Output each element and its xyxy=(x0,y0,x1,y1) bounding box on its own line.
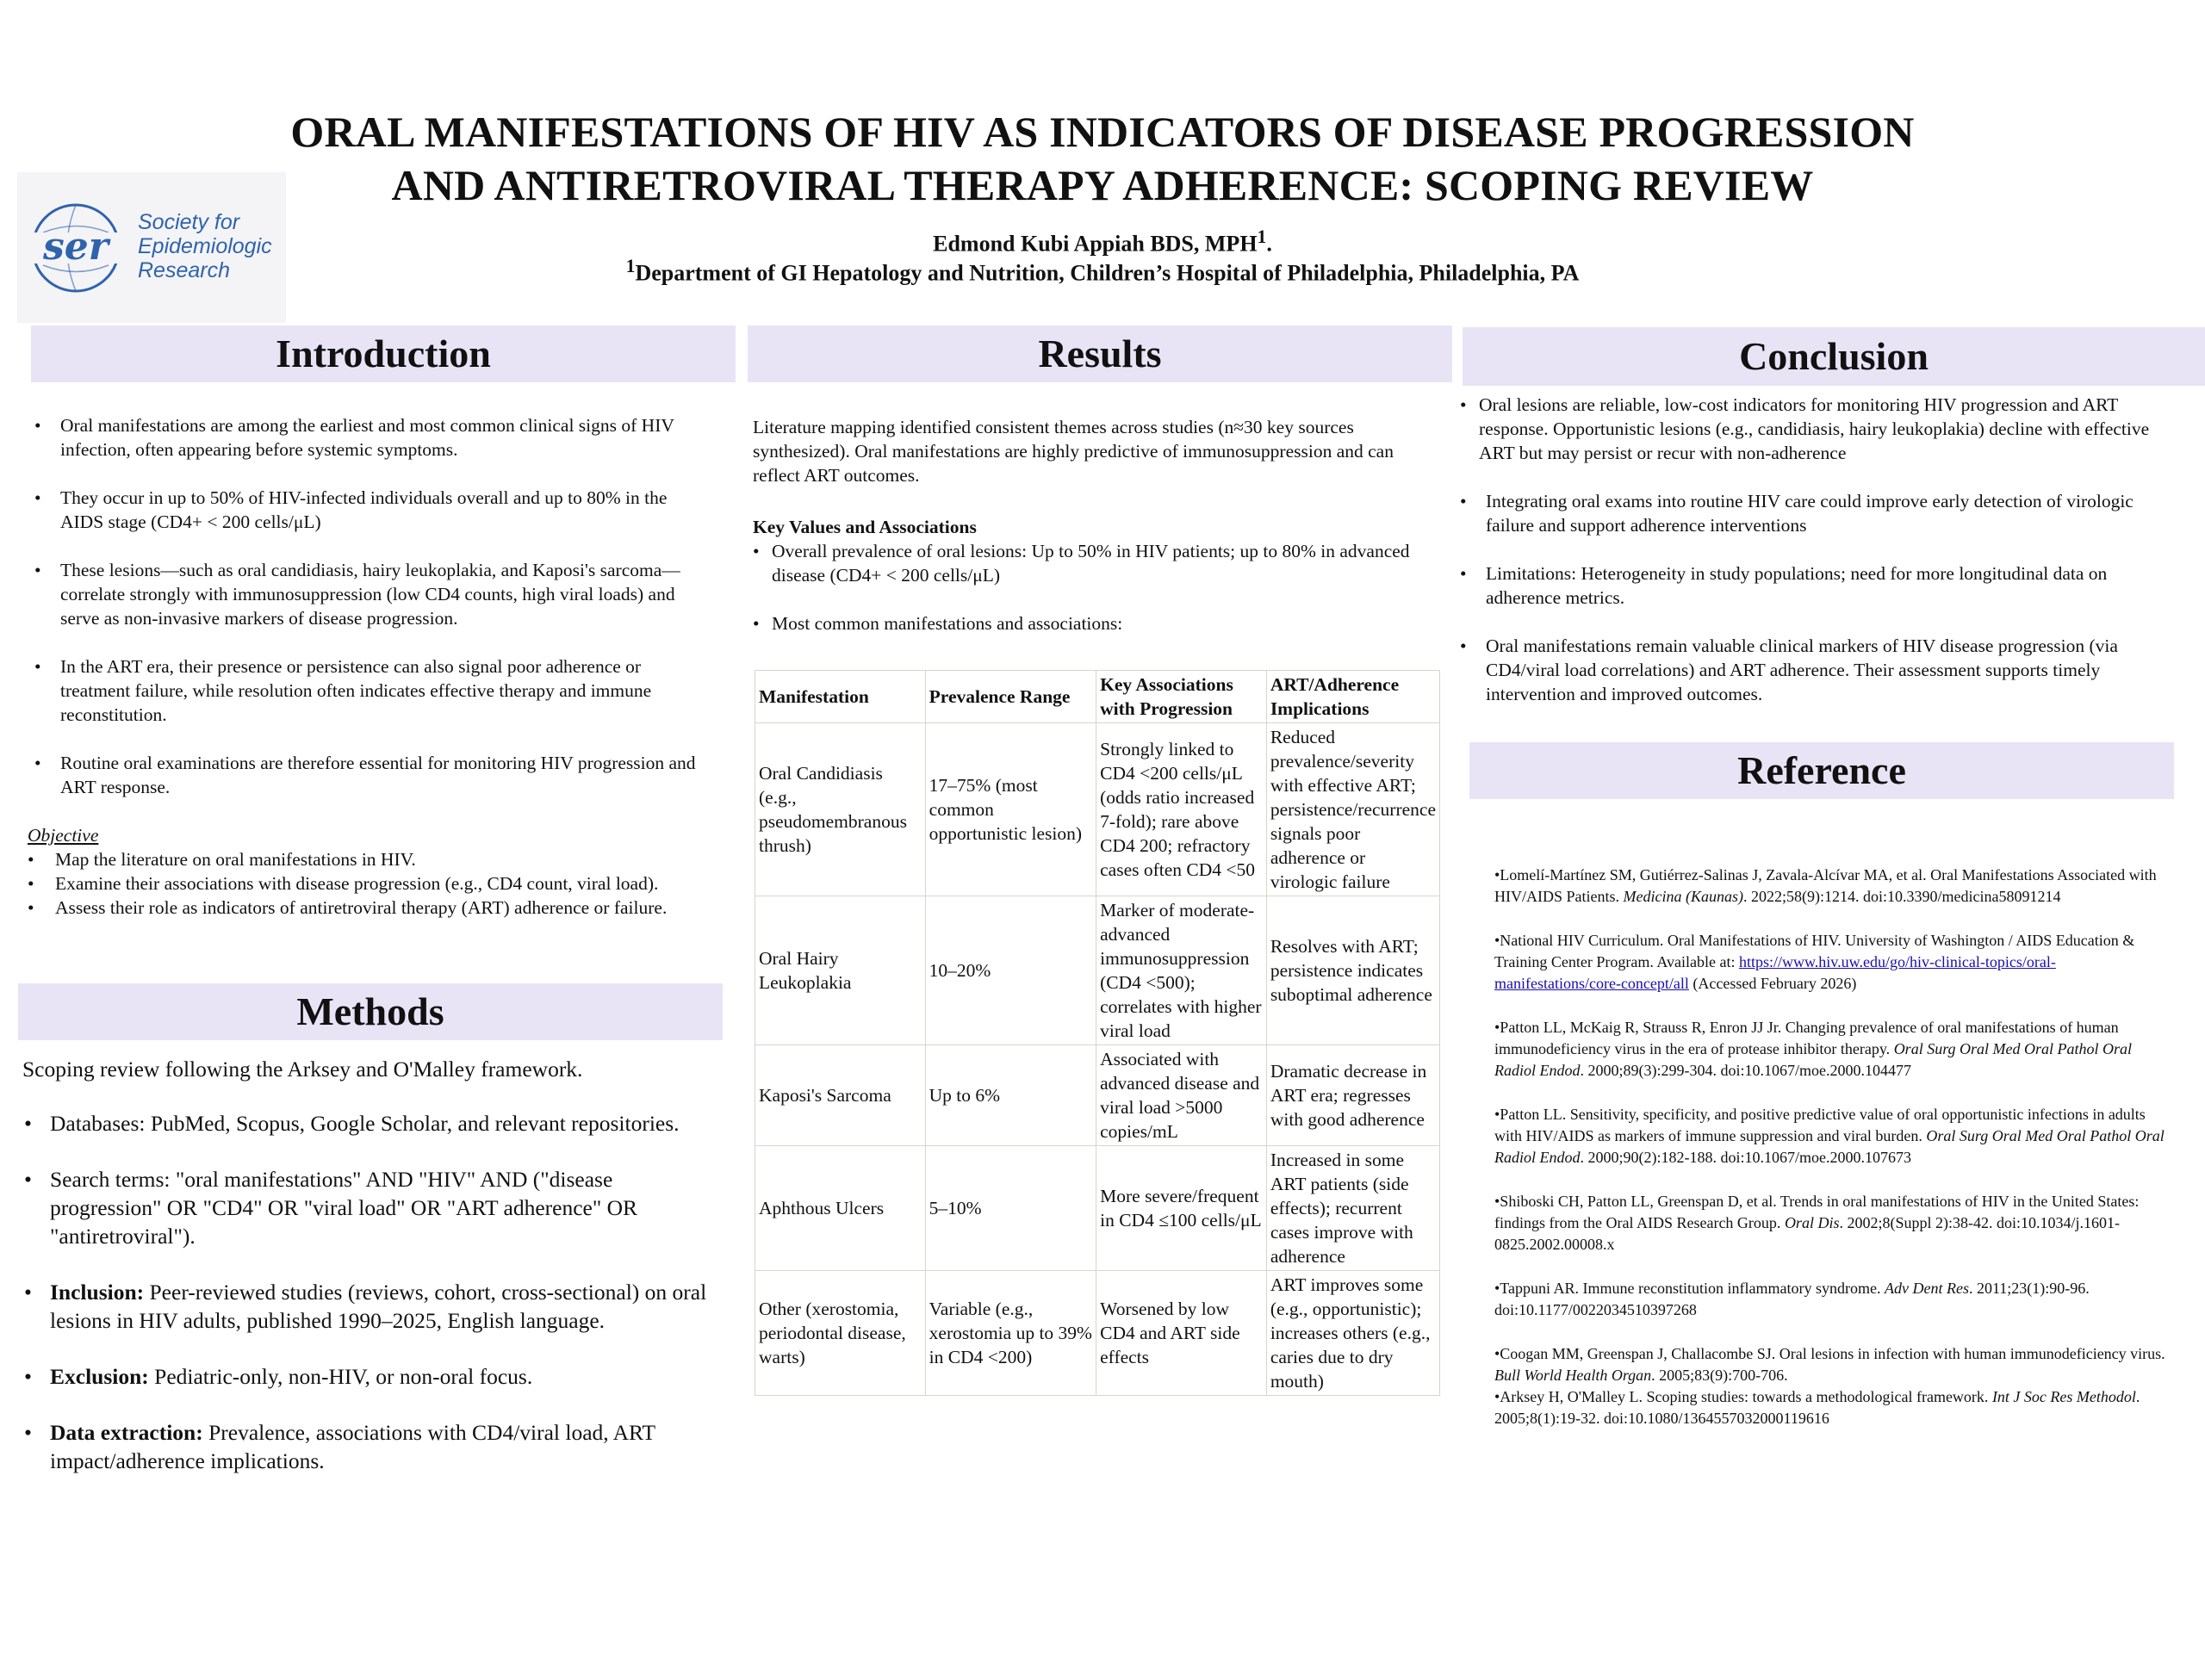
reference-item xyxy=(1494,1386,2166,1429)
table-cell: Variable (e.g., xerostomia up to 39% in CD4 <200) xyxy=(925,1271,1096,1396)
reference-text: (Accessed February 2026) xyxy=(1688,975,1857,992)
objective-bullet: • Assess their role as indicators of antiretroviral therapy (ART) adherence or failure. xyxy=(28,896,708,920)
reference-text: . 2000;89(3):299-304. doi:10.1067/moe.2000.104477 xyxy=(1580,1062,1911,1079)
poster-title xyxy=(258,105,1947,212)
methods-bullet-label: Exclusion: xyxy=(50,1364,149,1389)
author-superscript: 1 xyxy=(1257,226,1267,247)
reference-journal: Oral Surg Oral Med Oral Pathol Oral Radiol Endod xyxy=(1494,1040,2133,1079)
key-values-bullet: • Overall prevalence of oral lesions: Up to 50% in HIV patients; up to 80% in advanced disease (CD4+ < 200 cells/μL) xyxy=(753,539,1433,587)
poster-title-line2: AND ANTIRETROVIRAL THERAPY ADHERENCE: SCOPING REVIEW xyxy=(391,161,1814,209)
objective-bullet: • Map the literature on oral manifestations in HIV. xyxy=(28,847,708,871)
reference-heading: Reference xyxy=(1469,742,2174,799)
logo-mark-text: ser xyxy=(43,225,109,269)
table-cell: Associated with advanced disease and viral load >5000 copies/mL xyxy=(1096,1045,1267,1146)
methods-bullet xyxy=(22,1109,711,1138)
reference-text: •Arksey H, O'Malley L. Scoping studies: towards a methodological framework. xyxy=(1494,1388,1992,1405)
table-cell: Resolves with ART; persistence indicates suboptimal adherence xyxy=(1266,896,1439,1045)
table-cell: Other (xerostomia, periodontal disease, warts) xyxy=(755,1271,926,1396)
table-cell: More severe/frequent in CD4 ≤100 cells/μL xyxy=(1096,1146,1267,1271)
methods-bullet xyxy=(22,1165,711,1250)
reference-link[interactable]: https://www.hiv.uw.edu/go/hiv-clinical-topics/oral-manifestations/core-concept/all xyxy=(1494,953,2056,992)
reference-text: •Patton LL. Sensitivity, specificity, and positive predictive value of oral opportunistic infections in adults with HIV/AIDS as markers of immune suppression and viral burden. xyxy=(1494,1106,2146,1144)
reference-journal: Adv Dent Res xyxy=(1884,1280,1969,1297)
table-cell: Reduced prevalence/severity with effective ART; persistence/recurrence signals poor adherence or virologic failure xyxy=(1266,723,1439,896)
intro-bullet: • These lesions—such as oral candidiasis, hairy leukoplakia, and Kaposi's sarcoma—correlate strongly with immunosuppression (low CD4 counts, high viral loads) and serve as non-invasive markers of disease progression. xyxy=(28,558,708,630)
table-header-cell: Key Associations with Progression xyxy=(1096,671,1267,723)
reference-item xyxy=(1494,1278,2166,1321)
table-cell: Dramatic decrease in ART era; regresses with good adherence xyxy=(1266,1045,1439,1146)
intro-bullet: • Routine oral examinations are therefore essential for monitoring HIV progression and ART response. xyxy=(28,751,708,799)
methods-bullet-text: Pediatric-only, non-HIV, or non-oral focus. xyxy=(148,1364,533,1389)
intro-bullet: • Oral manifestations are among the earliest and most common clinical signs of HIV infection, often appearing before systemic symptoms. xyxy=(28,413,708,462)
table-row xyxy=(755,1271,1440,1396)
methods-bullet-text: Search terms: "oral manifestations" AND "HIV" AND ("disease progression" OR "CD4" OR "viral load" OR "ART adherence" OR "antiretroviral"). xyxy=(50,1167,638,1249)
intro-bullet: • They occur in up to 50% of HIV-infected individuals overall and up to 80% in the AIDS stage (CD4+ < 200 cells/μL) xyxy=(28,486,708,534)
objective-heading: Objective xyxy=(28,825,99,846)
conclusion-heading: Conclusion xyxy=(1463,327,2205,386)
reference-list xyxy=(1494,865,2166,1452)
conclusion-bullet: • Oral manifestations remain valuable clinical markers of HIV disease progression (via CD4/viral load correlations) and ART adherence. Their assessment supports timely intervention and improved outcomes. xyxy=(1458,634,2173,706)
logo-line-1: Society for xyxy=(138,210,240,234)
introduction-body xyxy=(28,413,708,920)
methods-bullet-text: Peer-reviewed studies (reviews, cohort, cross-sectional) on oral lesions in HIV adults, published 1990–2025, English language. xyxy=(50,1280,707,1333)
affiliation-line xyxy=(258,256,1947,287)
table-cell: Kaposi's Sarcoma xyxy=(755,1045,926,1146)
reference-text: •Patton LL, McKaig R, Strauss R, Enron JJ Jr. Changing prevalence of oral manifestations of human immunodeficiency virus in the era of protease inhibitor therapy. xyxy=(1494,1019,2119,1057)
reference-text: . 2002;8(Suppl 2):38-42. doi:10.1034/j.1601-0825.2002.00008.x xyxy=(1494,1214,2120,1253)
table-cell: 10–20% xyxy=(925,896,1096,1045)
reference-text: . 2011;23(1):90-96. doi:10.1177/0022034510397268 xyxy=(1494,1280,2090,1318)
methods-bullet-label: Data extraction: xyxy=(50,1420,203,1445)
introduction-heading: Introduction xyxy=(31,325,736,382)
reference-item xyxy=(1494,865,2166,908)
reference-item xyxy=(1494,1104,2166,1169)
table-row xyxy=(755,896,1440,1045)
conclusion-bullet: • Limitations: Heterogeneity in study populations; need for more longitudinal data on adherence metrics. xyxy=(1458,561,2173,610)
reference-text: •National HIV Curriculum. Oral Manifestations of HIV. University of Washington / AIDS Education & Training Center Program. Available at: xyxy=(1494,932,2135,970)
table-header-cell: ART/Adherence Implications xyxy=(1266,671,1439,723)
table-cell: Up to 6% xyxy=(925,1045,1096,1146)
reference-item xyxy=(1494,930,2166,995)
table-cell: Oral Candidiasis (e.g., pseudomembranous thrush) xyxy=(755,723,926,896)
reference-text: . 2022;58(9):1214. doi:10.3390/medicina58091214 xyxy=(1742,888,2061,905)
reference-text: •Shiboski CH, Patton LL, Greenspan D, et al. Trends in oral manifestations of HIV in the United States: findings from the Oral AIDS Research Group. xyxy=(1494,1193,2140,1231)
reference-text: . 2005;83(9):700-706. xyxy=(1651,1367,1788,1384)
key-values-heading: Key Values and Associations xyxy=(753,517,977,537)
reference-text: •Coogan MM, Greenspan J, Challacombe SJ. Oral lesions in infection with human immunodeficiency virus. xyxy=(1494,1345,2165,1362)
reference-journal: Int J Soc Res Methodol xyxy=(1991,1388,2136,1405)
reference-text: •Lomelí-Martínez SM, Gutiérrez-Salinas J, Zavala-Alcívar MA, et al. Oral Manifestations Associated with HIV/AIDS Patients. xyxy=(1494,866,2157,905)
methods-lead: Scoping review following the Arksey and O'Malley framework. xyxy=(22,1057,583,1082)
table-header-cell: Manifestation xyxy=(755,671,926,723)
conclusion-bullet: • Oral lesions are reliable, low-cost indicators for monitoring HIV progression and ART response. Opportunistic lesions (e.g., candidiasis, hairy leukoplakia) decline with effective ART but may persist or recur with non-adherence xyxy=(1458,393,2173,465)
reference-item xyxy=(1494,1191,2166,1255)
poster-title-line1: ORAL MANIFESTATIONS OF HIV AS INDICATORS OF DISEASE PROGRESSION xyxy=(290,108,1915,156)
reference-journal: Oral Dis xyxy=(1784,1214,1840,1231)
reference-item xyxy=(1494,1343,2166,1386)
methods-bullets xyxy=(22,1109,711,1475)
methods-bullet-text: Databases: PubMed, Scopus, Google Scholar, and relevant repositories. xyxy=(50,1111,680,1136)
table-cell: Aphthous Ulcers xyxy=(755,1146,926,1271)
table-row xyxy=(755,1045,1440,1146)
table-cell: 5–10% xyxy=(925,1146,1096,1271)
methods-bullet xyxy=(22,1278,711,1335)
table-cell: 17–75% (most common opportunistic lesion) xyxy=(925,723,1096,896)
reference-item xyxy=(1494,1017,2166,1082)
introduction-bullets xyxy=(28,413,708,799)
methods-bullet xyxy=(22,1362,711,1391)
manifestations-table xyxy=(755,670,1440,1396)
methods-bullet-text: Prevalence, associations with CD4/viral load, ART impact/adherence implications. xyxy=(50,1420,655,1473)
key-values-bullet: • Most common manifestations and associations: xyxy=(753,611,1433,635)
logo-line-3: Research xyxy=(138,258,230,282)
reference-journal: Medicina (Kaunas) xyxy=(1623,888,1743,905)
reference-journal: Bull World Health Organ xyxy=(1494,1367,1652,1384)
reference-journal: Oral Surg Oral Med Oral Pathol Oral Radiol Endod xyxy=(1494,1127,2165,1166)
author-line: Edmond Kubi Appiah BDS, MPH$^1$. xyxy=(933,226,1272,257)
objective-bullets xyxy=(28,847,708,920)
methods-heading: Methods xyxy=(18,983,723,1040)
logo-line-2: Epidemiologic xyxy=(138,234,272,258)
table-cell: ART improves some (e.g., opportunistic); increases others (e.g., caries due to dry mouth) xyxy=(1266,1271,1439,1396)
methods-bullet xyxy=(22,1418,711,1475)
author-name: Edmond Kubi Appiah BDS, MPH xyxy=(933,231,1258,257)
results-body xyxy=(753,415,1433,635)
intro-bullet: • In the ART era, their presence or persistence can also signal poor adherence or treatment failure, while resolution often indicates effective therapy and immune reconstitution. xyxy=(28,654,708,727)
reference-text: •Tappuni AR. Immune reconstitution inflammatory syndrome. xyxy=(1494,1280,1885,1297)
methods-bullet-label: Inclusion: xyxy=(50,1280,145,1305)
key-values-bullets xyxy=(753,539,1433,635)
conclusion-bullets xyxy=(1458,393,2173,706)
methods-body xyxy=(22,1055,711,1503)
table-cell: Marker of moderate-advanced immunosuppression (CD4 <500); correlates with higher viral load xyxy=(1096,896,1267,1045)
table-cell: Oral Hairy Leukoplakia xyxy=(755,896,926,1045)
affiliation-superscript: 1 xyxy=(625,256,636,276)
objective-bullet: • Examine their associations with disease progression (e.g., CD4 count, viral load). xyxy=(28,871,708,896)
table-cell: Strongly linked to CD4 <200 cells/μL (odds ratio increased 7-fold); rare above CD4 200; refractory cases often CD4 <50 xyxy=(1096,723,1267,896)
results-intro: Literature mapping identified consistent themes across studies (n≈30 key sources synthesized). Oral manifestations are highly predictive of immunosuppression and can reflect ART outcomes. xyxy=(753,417,1394,486)
table-cell: Worsened by low CD4 and ART side effects xyxy=(1096,1271,1267,1396)
table-header-row xyxy=(755,671,1440,723)
table-header-cell: Prevalence Range xyxy=(925,671,1096,723)
affiliation-text: Department of GI Hepatology and Nutrition, Children’s Hospital of Philadelphia, Philadelphia, PA xyxy=(635,260,1580,286)
reference-text: . 2005;8(1):19-32. doi:10.1080/1364557032000119616 xyxy=(1494,1388,2140,1427)
conclusion-body xyxy=(1458,393,2173,730)
table-row xyxy=(755,723,1440,896)
results-heading: Results xyxy=(748,325,1452,382)
conclusion-bullet: • Integrating oral exams into routine HIV care could improve early detection of virologic failure and support adherence interventions xyxy=(1458,489,2173,537)
logo-wordmark xyxy=(138,210,272,282)
table-row xyxy=(755,1146,1440,1271)
table-cell: Increased in some ART patients (side effects); recurrent cases improve with adherence xyxy=(1266,1146,1439,1271)
reference-text: . 2000;90(2):182-188. doi:10.1067/moe.2000.107673 xyxy=(1580,1149,1911,1166)
